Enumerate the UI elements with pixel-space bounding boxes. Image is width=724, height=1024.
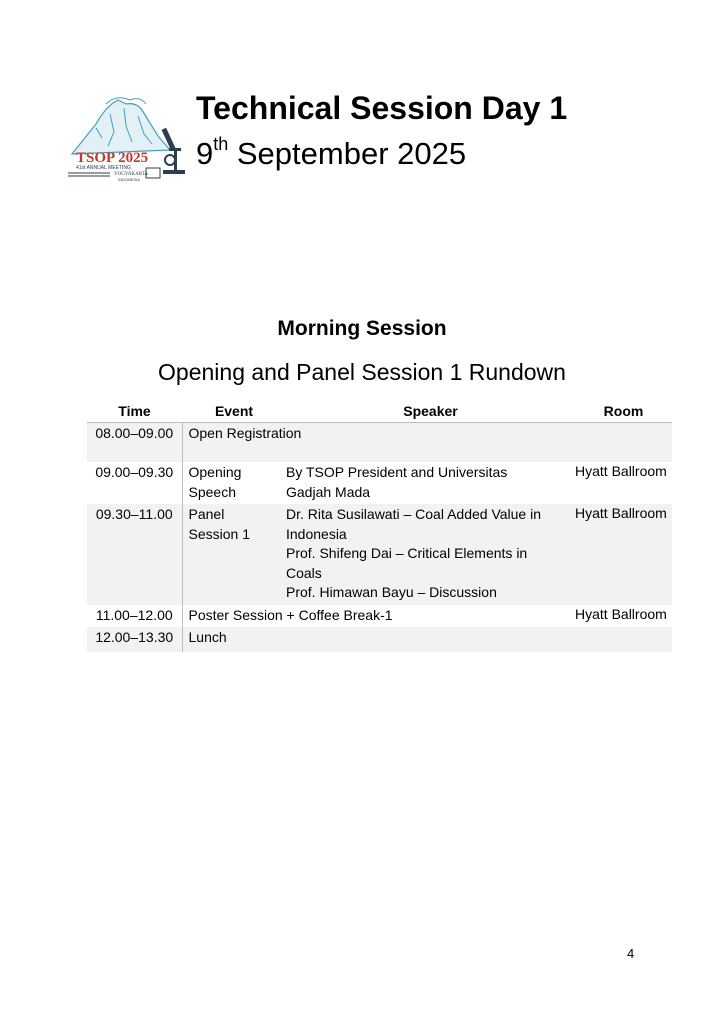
row-room: Hyatt Ballroom <box>575 605 667 622</box>
row-room: Hyatt Ballroom <box>575 463 667 479</box>
header-room: Room <box>575 401 672 423</box>
page-number: 4 <box>627 946 635 961</box>
logo-main-text: TSOP 2025 <box>76 150 149 166</box>
session-date <box>196 134 466 174</box>
row-time: 12.00–13.30 <box>87 627 182 652</box>
section-heading: Morning Session <box>277 317 447 340</box>
logo-place-text: YOGYAKARTA <box>114 172 149 177</box>
row-event: Panel Session 1 <box>182 504 286 605</box>
header-time: Time <box>87 401 182 423</box>
table-row <box>87 504 672 605</box>
row-speaker: By TSOP President and Universitas Gadjah Mada <box>286 464 508 500</box>
logo-country-text: INDONESIA <box>118 177 141 182</box>
row-room: Hyatt Ballroom <box>575 504 672 605</box>
table-row <box>87 627 672 652</box>
tsop-2025-logo <box>66 92 190 184</box>
row-speakers <box>286 504 575 605</box>
table-row <box>87 605 672 628</box>
date-month-year: September 2025 <box>228 136 467 171</box>
row-event: Poster Session + Coffee Break-1 <box>188 606 393 623</box>
table-header-row <box>87 401 672 423</box>
date-suffix: th <box>213 134 229 154</box>
table-row <box>87 423 672 463</box>
rundown-table <box>87 401 672 652</box>
row-event: Lunch <box>182 627 672 652</box>
header-event: Event <box>182 401 286 423</box>
microscope-icon <box>162 128 185 174</box>
section-subheading: Opening and Panel Session 1 Rundown <box>158 359 566 385</box>
mountain-peak-cloud <box>106 98 146 104</box>
logo-building-icon <box>146 168 160 178</box>
page-title: Technical Session Day 1 <box>196 90 568 126</box>
speaker-entry: Dr. Rita Susilawati – Coal Added Value in Indonesia <box>286 506 541 542</box>
date-day: 9 <box>196 136 214 171</box>
speaker-entry: Prof. Himawan Bayu – Discussion <box>286 584 497 600</box>
header-speaker: Speaker <box>286 401 575 423</box>
speaker-entry: Prof. Shifeng Dai – Critical Elements in Coals <box>286 545 528 581</box>
row-time: 08.00–09.00 <box>87 423 182 463</box>
row-event: Opening Speech <box>188 464 242 500</box>
row-time: 09.00–09.30 <box>87 462 182 504</box>
row-event: Open Registration <box>182 423 672 463</box>
logo-meeting-text: 41st ANNUAL MEETING <box>76 165 131 171</box>
table-row <box>87 462 672 504</box>
row-time: 09.30–11.00 <box>87 504 182 605</box>
row-time: 11.00–12.00 <box>87 605 182 628</box>
mountain-shape <box>72 100 170 154</box>
